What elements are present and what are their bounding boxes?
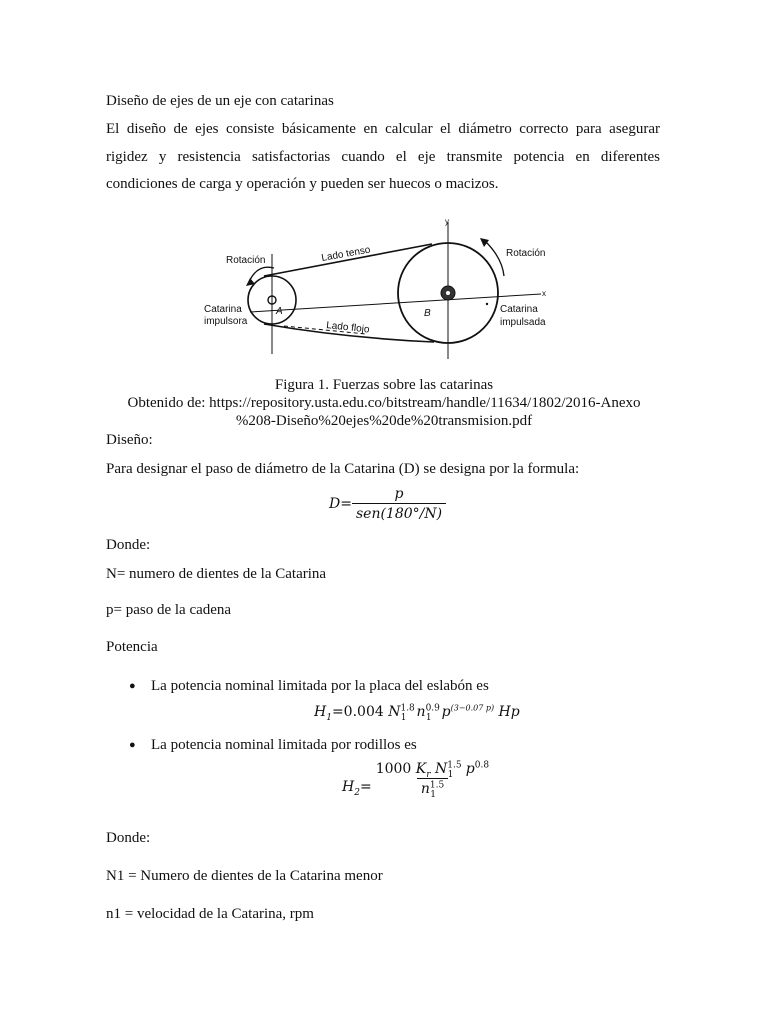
axis-x-label: x — [542, 289, 546, 298]
rotation-arrow-right — [486, 242, 504, 276]
figure-source-line-1: Obtenido de: https://repository.usta.edu.co/bitstream/handle/11634/1802/2016-Anexo — [127, 395, 641, 411]
h2-num-n-sub: 1 — [447, 769, 454, 780]
h2-num-p: p — [461, 761, 475, 777]
h2-numerator — [372, 761, 493, 778]
diseno-paragraph: Para designar el paso de diámetro de la Catarina (D) se designa por la formula: — [106, 461, 580, 477]
label-catarina-impulsora-1: Catarina — [204, 304, 242, 315]
sprocket-chain-figure — [196, 214, 566, 364]
bullet-text-2: La potencia nominal limitada por rodillos es — [151, 737, 417, 753]
figure-source-line-2: %208-Diseño%20ejes%20de%20transmision.pdf — [235, 413, 533, 429]
h2-den-n-sup: 1.5 — [429, 780, 445, 791]
figure-caption: Figura 1. Fuerzas sobre las catarinas — [274, 377, 494, 393]
intro-paragraph: El diseño de ejes consiste básicamente en calcular el diámetro correcto para asegurar rigidez y resistencia satisfactorias cuando el eje transmite potencia en diferentes condiciones de carga y operación y pueden ser huecos o macizos. — [106, 121, 660, 192]
h2-num-n-sup: 1.5 — [447, 760, 462, 771]
h2-den-n: n — [420, 781, 430, 797]
formula-d-fraction — [352, 486, 446, 522]
h1-p-sup: (3−0.07 p) — [450, 703, 495, 713]
donde-label-1: Donde: — [106, 537, 151, 553]
figure-dot — [486, 303, 488, 305]
h1-n-sup: 1.8 — [400, 703, 415, 714]
label-rotacion-left: Rotación — [226, 255, 266, 266]
h2-eq: = — [359, 779, 372, 795]
label-lado-tenso: Lado tenso — [320, 244, 372, 264]
h1-symbol: H — [314, 704, 327, 720]
h2-symbol: H — [342, 779, 355, 795]
h2-num-k-sub: r — [426, 769, 431, 780]
formula-h1 — [314, 703, 520, 723]
formula-h2 — [342, 761, 493, 813]
h1-sub: 1 — [326, 712, 332, 723]
diseno-label: Diseño: — [106, 432, 153, 448]
label-a: A — [276, 306, 283, 317]
h2-num-n: N — [430, 761, 448, 777]
definition-small-n1: n1 = velocidad de la Catarina, rpm — [106, 906, 314, 922]
h2-num-p-sup: 0.8 — [474, 760, 490, 771]
definition-n1: N1 = Numero de dientes de la Catarina menor — [106, 868, 383, 884]
donde-label-2: Donde: — [106, 830, 151, 846]
label-catarina-impulsada-1: Catarina — [500, 304, 538, 315]
h1-eq: =0.004 — [331, 704, 389, 720]
label-catarina-impulsora-2: impulsora — [204, 316, 248, 327]
section-heading: Diseño de ejes de un eje con catarinas — [106, 93, 334, 109]
bullet-marker-1: ● — [129, 680, 136, 692]
bullet-marker-2: ● — [129, 739, 136, 751]
hub-b-center — [446, 291, 450, 295]
formula-d-lhs: D= — [329, 496, 352, 512]
h1-hp: Hp — [494, 704, 520, 720]
h1-n: N — [388, 704, 401, 720]
h2-num-k: K — [415, 761, 427, 777]
h2-den-n-sub: 1 — [430, 789, 436, 800]
h1-nn-sub: 1 — [425, 712, 432, 723]
h2-sub: 2 — [354, 787, 360, 798]
formula-diameter — [329, 486, 446, 522]
definition-n: N= numero de dientes de la Catarina — [106, 566, 327, 582]
h2-fraction — [372, 761, 493, 813]
h1-nn-sup: 0.9 — [425, 703, 440, 714]
rotation-arrowhead-right — [480, 238, 489, 247]
label-rotacion-right: Rotación — [506, 248, 546, 259]
h1-p: p — [441, 704, 451, 720]
h2-denominator — [417, 778, 448, 813]
axis-y-label: y — [445, 217, 449, 226]
bullet-text-1: La potencia nominal limitada por la placa del eslabón es — [151, 678, 489, 694]
label-catarina-impulsada-2: impulsada — [500, 317, 546, 328]
potencia-heading: Potencia — [106, 639, 158, 655]
definition-p: p= paso de la cadena — [106, 602, 232, 618]
label-b: B — [424, 308, 431, 319]
formula-d-denominator: sen(180°/N) — [352, 503, 446, 522]
h1-nn: n — [416, 704, 426, 720]
h1-n-sub: 1 — [400, 712, 407, 723]
h2-num-const: 1000 — [375, 761, 416, 777]
formula-d-numerator: p — [394, 486, 404, 502]
label-lado-flojo: Lado flojo — [325, 320, 370, 336]
